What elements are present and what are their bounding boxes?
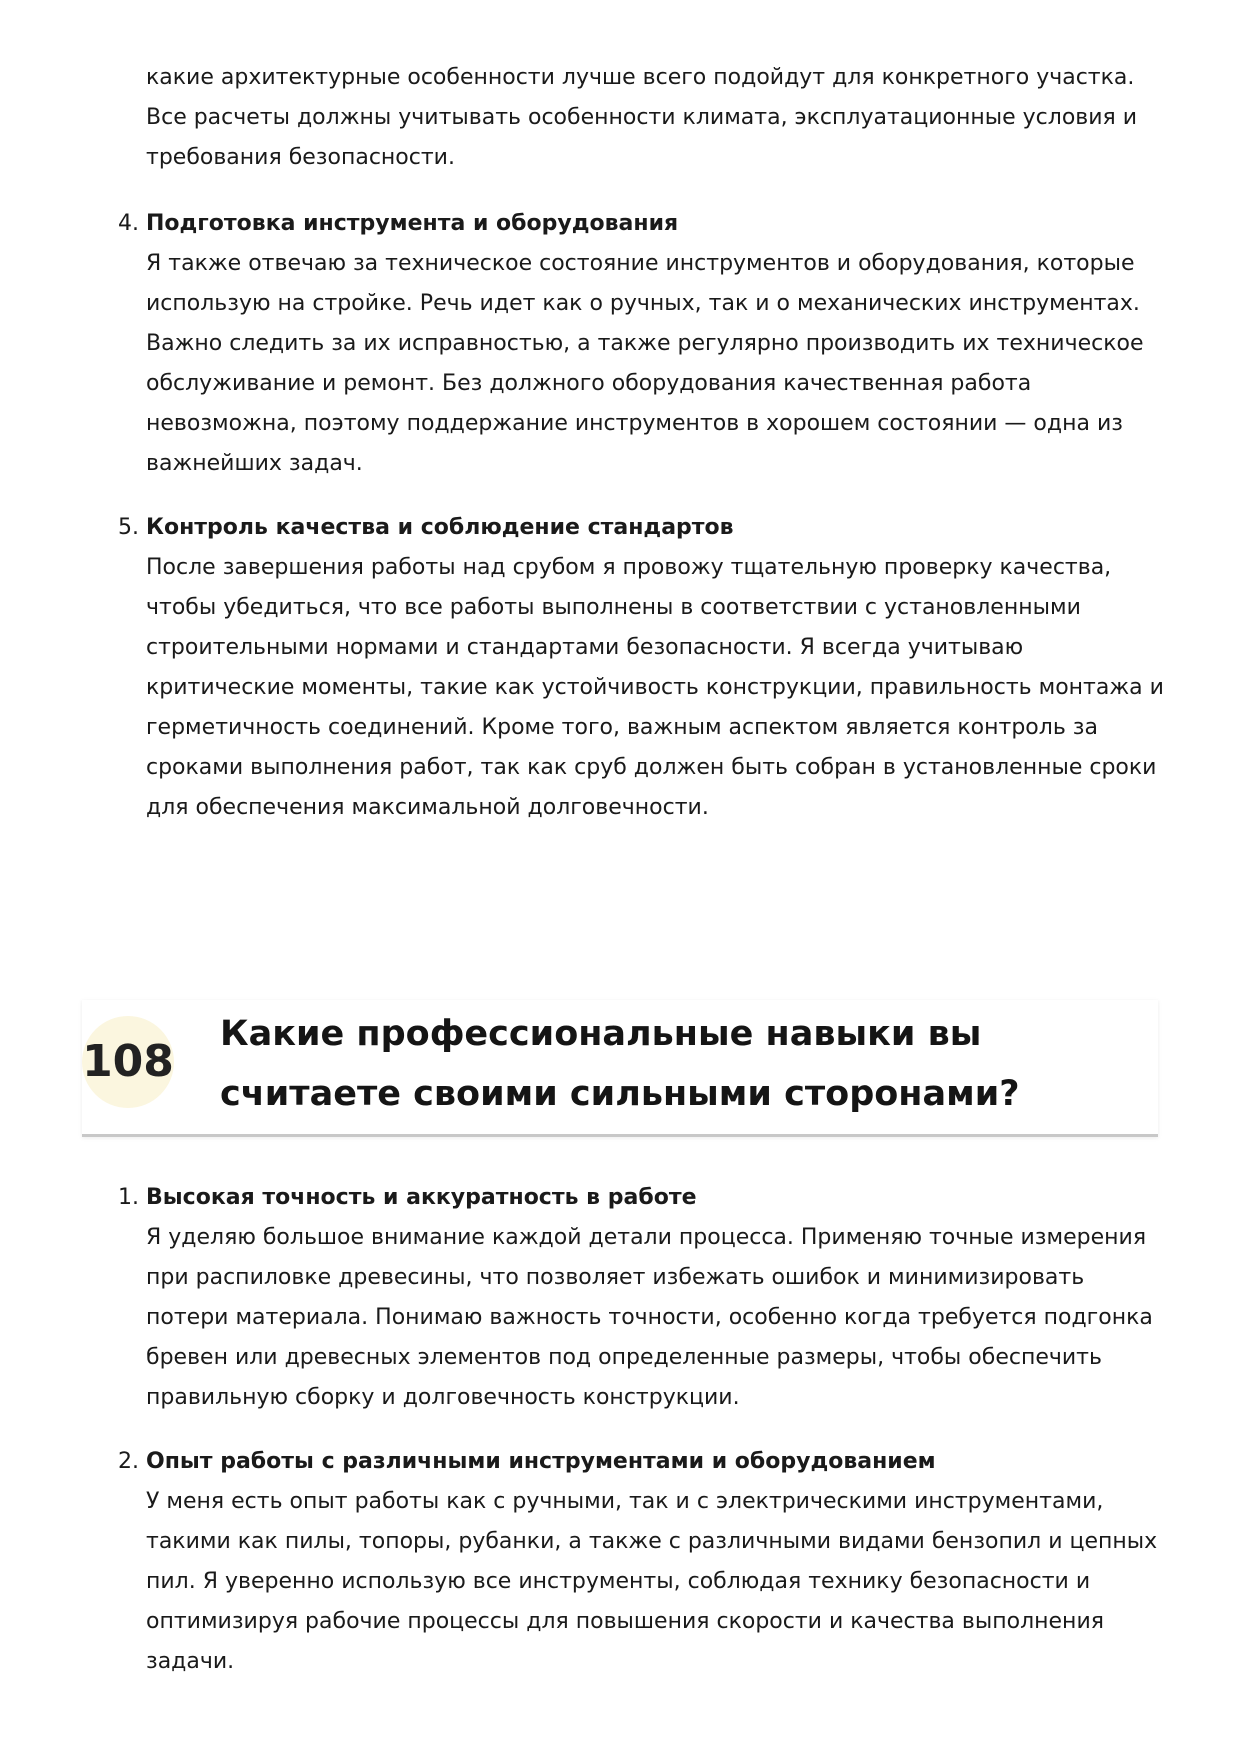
list-item	[108, 204, 1168, 484]
intro-paragraph: какие архитектурные особенности лучше всего подойдут для конкретного участка. Все расчеты должны учитывать особенности климата, эксплуатационные условия и требования безопасности.	[146, 65, 1138, 170]
item-title: Контроль качества и соблюдение стандартов	[146, 515, 734, 540]
item-number: 4.	[118, 211, 139, 236]
item-number: 1.	[118, 1185, 139, 1210]
numbered-list-bottom	[108, 1178, 1168, 1682]
item-text: Я уделяю большое внимание каждой детали процесса. Применяю точные измерения при распиловке древесины, что позволяет избежать ошибок и минимизировать потери материала. Понимаю важность точности, особенно когда требуется подгонка бревен или древесных элементов под определенные размеры, чтобы обеспечить правильную сборку и долговечность конструкции.	[146, 1225, 1153, 1410]
item-text: После завершения работы над срубом я провожу тщательную проверку качества, чтобы убедиться, что все работы выполнены в соответствии с установленными строительными нормами и стандартами безопасности. Я всегда учитываю критические моменты, такие как устойчивость конструкции, правильность монтажа и герметичность соединений. Кроме того, важным аспектом является контроль за сроками выполнения работ, так как сруб должен быть собран в установленные сроки для обеспечения максимальной долговечности.	[146, 555, 1164, 820]
item-number: 2.	[118, 1449, 139, 1474]
item-text: Я также отвечаю за техническое состояние инструментов и оборудования, которые использую на стройке. Речь идет как о ручных, так и о механических инструментах. Важно следить за их исправностью, а также регулярно производить их техническое обслуживание и ремонт. Без должного оборудования качественная работа невозможна, поэтому поддержание инструментов в хорошем состоянии — одна из важнейших задач.	[146, 251, 1144, 476]
question-title: Какие профессиональные навыки вы считаете своими сильными сторонами?	[220, 1014, 1020, 1114]
item-title: Высокая точность и аккуратность в работе	[146, 1185, 697, 1210]
item-title: Подготовка инструмента и оборудования	[146, 211, 679, 236]
list-item	[108, 1442, 1168, 1682]
question-number-badge: 108	[82, 1016, 174, 1108]
numbered-list-top	[108, 204, 1168, 828]
item-text: У меня есть опыт работы как с ручными, так и с электрическими инструментами, такими как пилы, топоры, рубанки, а также с различными видами бензопил и цепных пил. Я уверенно использую все инструменты, соблюдая технику безопасности и оптимизируя рабочие процессы для повышения скорости и качества выполнения задачи.	[146, 1489, 1158, 1674]
list-item	[108, 1178, 1168, 1418]
list-item	[108, 508, 1168, 828]
question-header	[82, 1000, 1158, 1137]
item-number: 5.	[118, 515, 139, 540]
item-title: Опыт работы с различными инструментами и оборудованием	[146, 1449, 936, 1474]
